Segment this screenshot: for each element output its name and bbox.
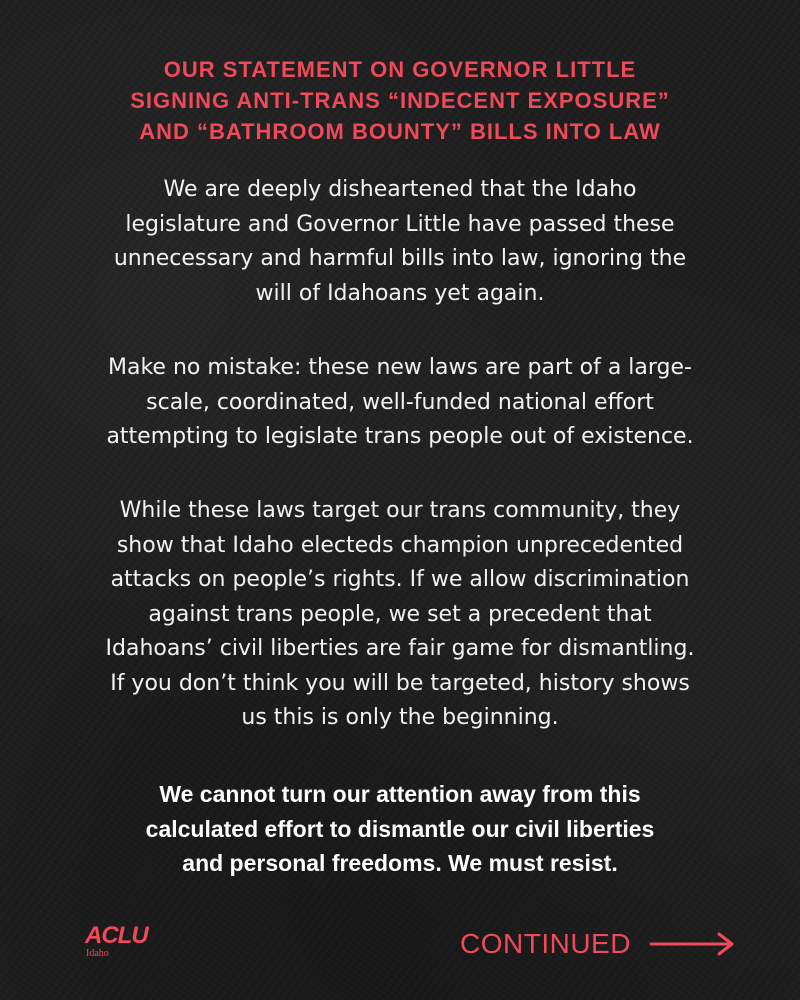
statement-heading bbox=[40, 54, 760, 147]
heading-line: OUR STATEMENT ON GOVERNOR LITTLE bbox=[163, 57, 637, 82]
logo-subtitle: Idaho bbox=[86, 948, 109, 959]
paragraph-line: will of Idahoans yet again. bbox=[255, 280, 545, 306]
paragraph-rights bbox=[40, 494, 760, 736]
paragraph-intro bbox=[40, 173, 760, 311]
paragraph-line: We are deeply disheartened that the Idaho bbox=[163, 177, 637, 202]
paragraph-line: scale, coordinated, well-funded national effort bbox=[146, 389, 654, 415]
continued-label: CONTINUED bbox=[460, 928, 631, 959]
paragraph-line: attempting to legislate trans people out of existence. bbox=[106, 424, 694, 449]
paragraph-line: Idahoans’ civil liberties are fair game for dismantling. bbox=[105, 636, 695, 661]
paragraph-line: show that Idaho electeds champion unprecedented bbox=[116, 532, 684, 558]
continued-link[interactable] bbox=[460, 922, 735, 966]
right-arrow-icon bbox=[649, 932, 735, 956]
paragraph-mistake bbox=[40, 351, 760, 455]
heading-line: SIGNING ANTI-TRANS “INDECENT EXPOSURE” bbox=[130, 88, 670, 113]
paragraph-line: against trans people, we set a precedent that bbox=[148, 601, 652, 627]
paragraph-line: legislature and Governor Little have passed these bbox=[125, 211, 675, 237]
paragraph-line: If you don’t think you will be targeted, history shows bbox=[110, 670, 690, 696]
paragraph-line: attacks on people’s rights. If we allow discrimination bbox=[110, 567, 690, 592]
paragraph-line: Make no mistake: these new laws are part of a large- bbox=[108, 355, 692, 380]
paragraph-call-to-action bbox=[40, 777, 760, 881]
logo-mark: ACLU bbox=[85, 922, 148, 949]
paragraph-line: unnecessary and harmful bills into law, ignoring the bbox=[113, 246, 687, 271]
heading-line: AND “BATHROOM BOUNTY” BILLS INTO LAW bbox=[139, 119, 661, 144]
paragraph-line: We cannot turn our attention away from this bbox=[159, 781, 641, 807]
paragraph-line: While these laws target our trans community, they bbox=[119, 498, 681, 523]
paragraph-line: calculated effort to dismantle our civil liberties bbox=[145, 815, 655, 842]
paragraph-line: us this is only the beginning. bbox=[241, 705, 559, 730]
aclu-idaho-logo bbox=[85, 924, 165, 968]
paragraph-line: and personal freedoms. We must resist. bbox=[182, 850, 618, 876]
